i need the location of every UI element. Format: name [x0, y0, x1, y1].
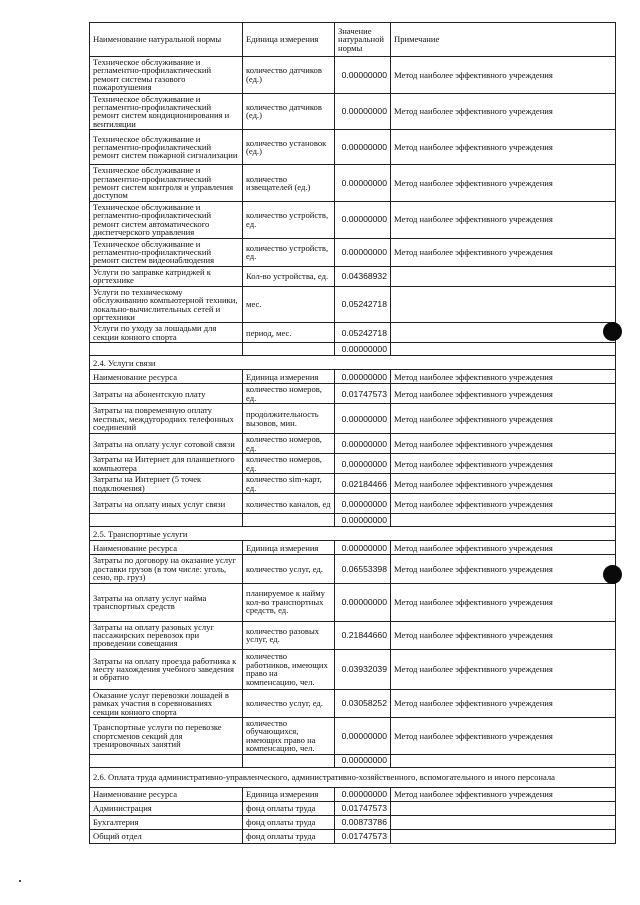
table-row [90, 801, 616, 815]
table-row [90, 286, 616, 323]
row-unit: количество работников, имеющих право на компенсацию, чел. [243, 649, 335, 689]
scan-speck [19, 880, 21, 882]
row-unit: количество услуг, ед. [243, 555, 335, 583]
header-note: Примечание [391, 23, 616, 57]
row-unit: планируемое к найму кол-во транспортных средств, ед. [243, 583, 335, 621]
document-page [89, 22, 616, 844]
row-unit: количество устройств, ед. [243, 201, 335, 238]
section-title-row [90, 356, 616, 370]
table-row [90, 323, 616, 343]
head-note: Метод наиболее эффективного учреждения [391, 541, 616, 555]
total-row [90, 514, 616, 527]
section-title: 2.6. Оплата труда административно-управленческого, административно-хозяйственного, вспомогательного и иного персонала [90, 767, 616, 787]
row-note: Метод наиболее эффективного учреждения [391, 454, 616, 474]
table-row [90, 57, 616, 94]
total-value: 0.00000000 [335, 754, 391, 767]
punch-hole-lower [603, 565, 622, 584]
section-head-row [90, 370, 616, 384]
row-note: Метод наиболее эффективного учреждения [391, 583, 616, 621]
row-note: Метод наиболее эффективного учреждения [391, 201, 616, 238]
row-value: 0.00000000 [335, 130, 391, 165]
head-note: Метод наиболее эффективного учреждения [391, 370, 616, 384]
row-value: 0.00000000 [335, 238, 391, 266]
row-unit: фонд оплаты труда [243, 815, 335, 829]
row-value: 0.06553398 [335, 555, 391, 583]
row-note [391, 829, 616, 843]
row-name: Администрация [90, 801, 243, 815]
row-name: Услуги по уходу за лошадьми для секции конного спорта [90, 323, 243, 343]
table-header-row [90, 23, 616, 57]
row-value: 0.00873786 [335, 815, 391, 829]
table-row [90, 404, 616, 434]
row-name: Затраты на абонентскую плату [90, 384, 243, 404]
row-note: Метод наиболее эффективного учреждения [391, 555, 616, 583]
norms-table [89, 22, 616, 844]
row-value: 0.00000000 [335, 583, 391, 621]
row-name: Общий отдел [90, 829, 243, 843]
row-unit: Кол-во устройства, ед. [243, 266, 335, 286]
row-value: 0.01747573 [335, 829, 391, 843]
table-row [90, 238, 616, 266]
row-unit: количество обучающихся, имеющих право на компенсацию, чел. [243, 718, 335, 755]
row-name: Техническое обслуживание и регламентно-профилактический ремонт систем автоматического диспетчерского управления [90, 201, 243, 238]
table-row [90, 130, 616, 165]
table-row [90, 583, 616, 621]
row-value: 0.00000000 [335, 718, 391, 755]
row-value: 0.00000000 [335, 165, 391, 202]
total-row [90, 754, 616, 767]
row-name: Услуги по техническому обслуживанию компьютерной техники, локально-вычислительных сетей и оргтехники [90, 286, 243, 323]
row-value: 0.03058252 [335, 689, 391, 717]
section-head-row [90, 541, 616, 555]
row-note: Метод наиболее эффективного учреждения [391, 434, 616, 454]
row-note [391, 801, 616, 815]
row-note: Метод наиболее эффективного учреждения [391, 165, 616, 202]
row-name: Техническое обслуживание и регламентно-профилактический ремонт систем пожарной сигнализации [90, 130, 243, 165]
row-note: Метод наиболее эффективного учреждения [391, 130, 616, 165]
row-unit: период, мес. [243, 323, 335, 343]
head-unit: Единица измерения [243, 541, 335, 555]
row-unit: количество номеров, ед. [243, 384, 335, 404]
section-head-row [90, 787, 616, 801]
row-name: Техническое обслуживание и регламентно-профилактический ремонт системы газового пожаротушения [90, 57, 243, 94]
total-value: 0.00000000 [335, 514, 391, 527]
row-name: Затраты по договору на оказание услуг доставки грузов (в том числе: уголь, сено, пр. груз) [90, 555, 243, 583]
head-name: Наименование ресурса [90, 370, 243, 384]
row-value: 0.00000000 [335, 93, 391, 130]
table-row [90, 165, 616, 202]
table-row [90, 201, 616, 238]
row-note: Метод наиболее эффективного учреждения [391, 384, 616, 404]
row-value: 0.00000000 [335, 201, 391, 238]
head-unit: Единица измерения [243, 370, 335, 384]
row-unit: продолжительность вызовов, мин. [243, 404, 335, 434]
head-value: 0.00000000 [335, 370, 391, 384]
row-unit: количество разовых услуг, ед. [243, 621, 335, 649]
row-note: Метод наиболее эффективного учреждения [391, 649, 616, 689]
row-unit: количество устройств, ед. [243, 238, 335, 266]
row-unit: количество каналов, ед [243, 494, 335, 514]
row-value: 0.05242718 [335, 323, 391, 343]
row-note [391, 266, 616, 286]
row-value: 0.01747573 [335, 801, 391, 815]
head-unit: Единица измерения [243, 787, 335, 801]
row-unit: фонд оплаты труда [243, 829, 335, 843]
row-note [391, 323, 616, 343]
row-unit: количество номеров, ед. [243, 454, 335, 474]
row-note: Метод наиболее эффективного учреждения [391, 238, 616, 266]
row-name: Затраты на Интернет для планшетного компьютера [90, 454, 243, 474]
row-note: Метод наиболее эффективного учреждения [391, 718, 616, 755]
row-unit: количество датчиков (ед.) [243, 93, 335, 130]
row-value: 0.21844660 [335, 621, 391, 649]
row-note: Метод наиболее эффективного учреждения [391, 621, 616, 649]
row-name: Транспортные услуги по перевозке спортсменов секций для тренировочных занятий [90, 718, 243, 755]
table-row [90, 829, 616, 843]
row-unit: количество номеров, ед. [243, 434, 335, 454]
row-unit: количество услуг, ед. [243, 689, 335, 717]
row-value: 0.00000000 [335, 494, 391, 514]
head-value: 0.00000000 [335, 541, 391, 555]
total-row [90, 343, 616, 356]
header-value: Значение натуральной нормы [335, 23, 391, 57]
row-note: Метод наиболее эффективного учреждения [391, 494, 616, 514]
table-row [90, 689, 616, 717]
table-row [90, 815, 616, 829]
table-row [90, 266, 616, 286]
row-value: 0.00000000 [335, 57, 391, 94]
row-unit: количество установок (ед.) [243, 130, 335, 165]
row-name: Затраты на оплату услуг сотовой связи [90, 434, 243, 454]
table-row [90, 474, 616, 494]
row-value: 0.02184466 [335, 474, 391, 494]
row-name: Услуги по заправке катриджей к оргтехнике [90, 266, 243, 286]
row-name: Техническое обслуживание и регламентно-профилактический ремонт систем кондиционирования и вентиляции [90, 93, 243, 130]
row-name: Затраты на Интернет (5 точек подключения) [90, 474, 243, 494]
table-row [90, 384, 616, 404]
section-title-row [90, 527, 616, 541]
row-note: Метод наиболее эффективного учреждения [391, 93, 616, 130]
row-unit: количество sim-карт, ед. [243, 474, 335, 494]
row-note [391, 815, 616, 829]
row-name: Техническое обслуживание и регламентно-профилактический ремонт систем контроля и управления доступом [90, 165, 243, 202]
head-name: Наименование ресурса [90, 541, 243, 555]
punch-hole-upper [603, 322, 622, 341]
table-row [90, 555, 616, 583]
table-row [90, 494, 616, 514]
row-value: 0.01747573 [335, 384, 391, 404]
row-name: Затраты на повременную оплату местных, междугородних телефонных соединений [90, 404, 243, 434]
row-value: 0.03932039 [335, 649, 391, 689]
total-value: 0.00000000 [335, 343, 391, 356]
row-value: 0.00000000 [335, 454, 391, 474]
row-unit: мес. [243, 286, 335, 323]
row-name: Затраты на оплату проезда работника к месту нахождения учебного заведения и обратно [90, 649, 243, 689]
head-value: 0.00000000 [335, 787, 391, 801]
row-name: Затраты на оплату разовых услуг пассажирских перевозок при проведении совещания [90, 621, 243, 649]
row-name: Оказание услуг перевозки лошадей в рамках участия в соревнованиях секции конного спорта [90, 689, 243, 717]
row-unit: фонд оплаты труда [243, 801, 335, 815]
table-row [90, 454, 616, 474]
row-name: Затраты на оплату услуг найма транспортных средств [90, 583, 243, 621]
row-unit: количество извещателей (ед.) [243, 165, 335, 202]
row-note [391, 286, 616, 323]
head-name: Наименование ресурса [90, 787, 243, 801]
row-value: 0.00000000 [335, 404, 391, 434]
row-value: 0.05242718 [335, 286, 391, 323]
row-name: Техническое обслуживание и регламентно-профилактический ремонт систем видеонаблюдения [90, 238, 243, 266]
row-value: 0.00000000 [335, 434, 391, 454]
table-row [90, 93, 616, 130]
header-name: Наименование натуральной нормы [90, 23, 243, 57]
head-note: Метод наиболее эффективного учреждения [391, 787, 616, 801]
section-title: 2.4. Услуги связи [90, 356, 616, 370]
table-row [90, 649, 616, 689]
row-note: Метод наиболее эффективного учреждения [391, 689, 616, 717]
row-name: Бухгалтерия [90, 815, 243, 829]
section-title-row [90, 767, 616, 787]
row-unit: количество датчиков (ед.) [243, 57, 335, 94]
table-row [90, 621, 616, 649]
table-row [90, 434, 616, 454]
row-note: Метод наиболее эффективного учреждения [391, 474, 616, 494]
table-row [90, 718, 616, 755]
row-note: Метод наиболее эффективного учреждения [391, 57, 616, 94]
section-title: 2.5. Транспортные услуги [90, 527, 616, 541]
header-unit: Единица измерения [243, 23, 335, 57]
row-value: 0.04368932 [335, 266, 391, 286]
row-name: Затраты на оплату иных услуг связи [90, 494, 243, 514]
row-note: Метод наиболее эффективного учреждения [391, 404, 616, 434]
